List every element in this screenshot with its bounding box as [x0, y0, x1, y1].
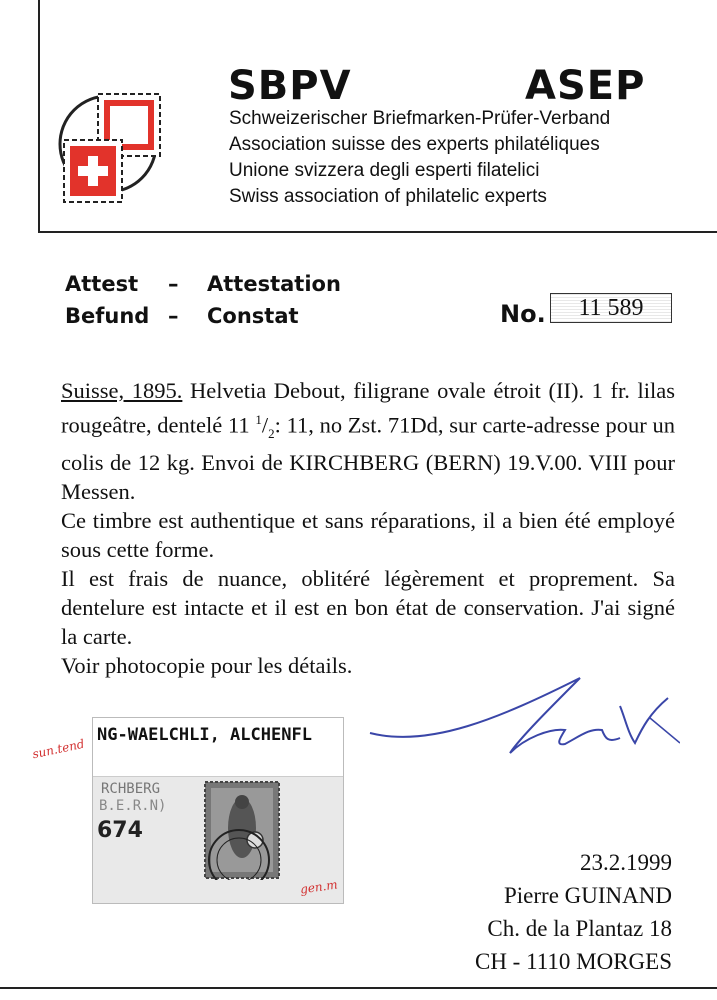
title-attestation: Attestation — [207, 272, 341, 296]
title-befund: Befund — [65, 304, 150, 328]
red-pencil-mark-1: sun.tend — [31, 736, 86, 762]
association-names — [229, 106, 610, 210]
bottom-rule — [0, 987, 717, 989]
title-dash-2: – — [168, 304, 179, 328]
sbpv-logo — [58, 82, 178, 212]
stamp-photo — [92, 717, 344, 904]
helvetia-stamp-image — [203, 780, 281, 880]
name-english: Swiss association of philatelic experts — [229, 186, 547, 207]
issue-date: 23.2.1999 — [580, 850, 672, 875]
asep-abbreviation: ASEP — [525, 63, 646, 109]
certificate-number: 11 589 — [578, 295, 644, 321]
expert-signature — [350, 658, 680, 778]
expert-address — [475, 846, 672, 978]
certificate-number-box — [550, 293, 672, 323]
photocopy-note: Voir photocopie pour les détails. — [61, 653, 353, 678]
issue-heading: Suisse, 1895. — [61, 378, 183, 403]
attestation-text — [61, 376, 675, 680]
name-german: Schweizerischer Briefmarken-Prüfer-Verband — [229, 108, 611, 129]
photo-label-text: NG-WAELCHLI, ALCHENFL — [97, 725, 312, 745]
header-left-rule — [38, 0, 40, 231]
red-pencil-mark-2: gen.m — [299, 877, 339, 897]
title-constat: Constat — [207, 304, 299, 328]
title-dash-1: – — [168, 272, 179, 296]
title-attest: Attest — [65, 272, 139, 296]
condition-paragraph: Il est frais de nuance, oblitéré légèrement et proprement. Sa dentelure est intacte et il est en bon état de conservation. J'ai signé la carte. — [61, 566, 675, 649]
certificate-number-label: No. — [500, 300, 546, 328]
expert-city: CH - 1110 MORGES — [474, 949, 672, 974]
authenticity-paragraph: Ce timbre est authentique et sans réparations, il a bien été employé sous cette forme. — [61, 508, 675, 562]
description-paragraph: Suisse, 1895. Helvetia Debout, filigrane ovale étroit (II). 1 fr. lilas rougeâtre, dentelé 11 $^1/_2$: 11, no Zst. 71Dd, sur carte-adresse pour un colis de 12 kg. Envoi de KIRCHBERG (BERN) 19.V.00. VIII pour Messen. — [61, 378, 675, 504]
postmark-text-1: RCHBERG — [101, 781, 161, 797]
parcel-number: 674 — [97, 818, 143, 843]
postmark-text-2: B.E.R.N) — [99, 798, 167, 814]
expert-name: Pierre GUINAND — [504, 883, 672, 908]
header-divider — [38, 231, 717, 233]
name-french: Association suisse des experts philatéliques — [229, 134, 600, 155]
name-italian: Unione svizzera degli esperti filatelici — [229, 160, 540, 181]
expert-street: Ch. de la Plantaz 18 — [487, 916, 672, 941]
sbpv-abbreviation: SBPV — [228, 63, 352, 109]
